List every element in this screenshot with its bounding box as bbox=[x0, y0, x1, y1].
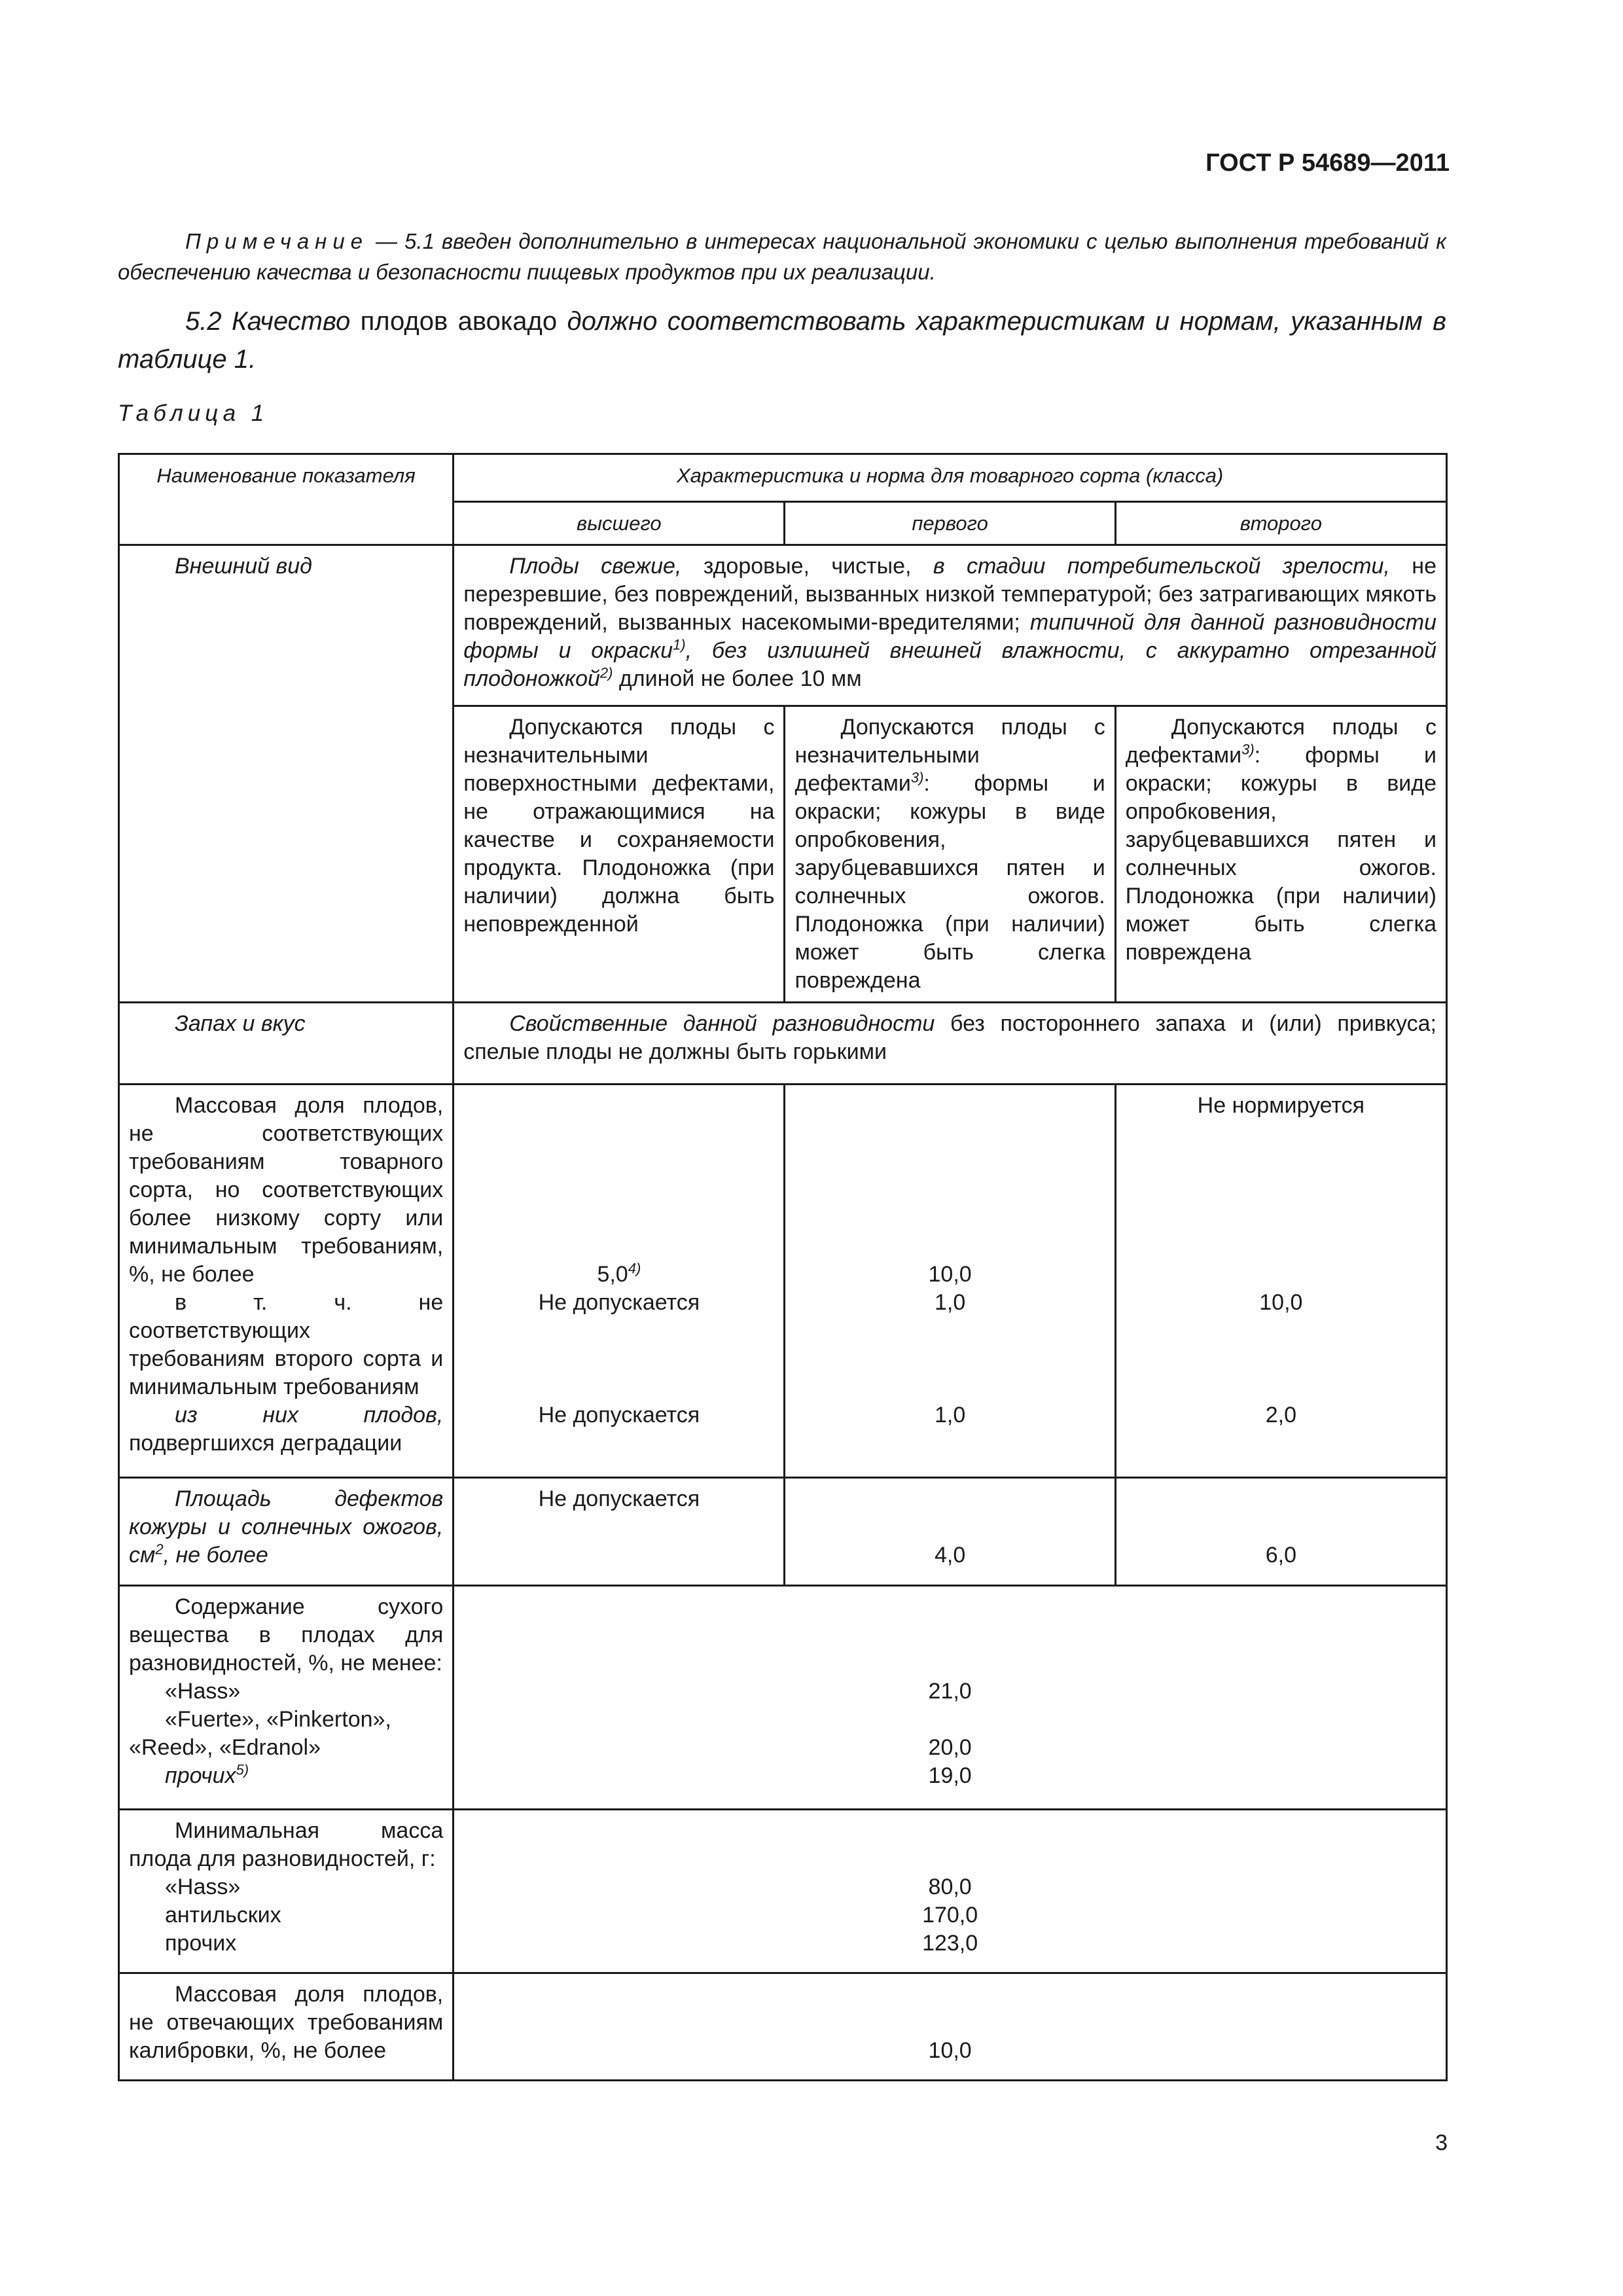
defects-highest bbox=[454, 1478, 785, 1586]
mass-share-first-1: 10,0 bbox=[928, 1262, 972, 1287]
clause-5-2 bbox=[118, 302, 1446, 378]
header-highest: высшего bbox=[454, 502, 785, 545]
mass-share-name-1: Массовая доля плодов, не соответствующих требованиям товарного сорта, но соответствующих более низкому сорту или минимальным требованиям, %, не более bbox=[129, 1093, 444, 1287]
calibration-value: 10,0 bbox=[928, 2038, 972, 2063]
defects-first-value: 4,0 bbox=[934, 1543, 966, 1568]
appearance-text-4: не перезревшие, без повреждений, вызванных низкой температурой; без затрагивающих мякоть повреждений, вызванных насекомыми-вредителями; bbox=[463, 554, 1436, 635]
min-mass-value-antilles: 170,0 bbox=[922, 1903, 978, 1928]
mass-share-second bbox=[1115, 1085, 1446, 1478]
row-appearance-name: Внешний вид bbox=[119, 545, 454, 1003]
header-second: второго bbox=[1115, 502, 1446, 545]
mass-share-first-2: 1,0 bbox=[934, 1290, 966, 1315]
smell-value bbox=[454, 1003, 1447, 1085]
appearance-first-b: : формы и окраски; кожуры в виде опробковения, зарубцевавшихся пятен и солнечных ожогов. Плодоножка (при наличии) может быть слегка повреждена bbox=[794, 771, 1105, 993]
mass-share-name-3 bbox=[129, 1401, 443, 1458]
dry-variety-hass: «Hass» bbox=[165, 1679, 241, 1704]
min-mass-variety-hass: «Hass» bbox=[165, 1874, 241, 1899]
appearance-second-a: Допускаются плоды с дефектами bbox=[1125, 715, 1436, 768]
mass-share-highest bbox=[454, 1085, 785, 1478]
appearance-text-5: типичной для данной разновидности формы и окраски bbox=[463, 610, 1436, 663]
row-smell-name: Запах и вкус bbox=[119, 1003, 454, 1085]
mass-share-first bbox=[785, 1085, 1115, 1478]
dry-value-other: 19,0 bbox=[928, 1763, 972, 1788]
appearance-highest: Допускаются плоды с незначительными поверхностными дефектами, не отражающимися на качестве и сохраняемости продукта. Плодоножка (при наличии) должна быть неповрежденной bbox=[454, 706, 785, 1003]
mass-share-highest-1-value: 5,0 bbox=[597, 1262, 628, 1287]
appearance-second bbox=[1115, 706, 1446, 1003]
table-caption: Таблица 1 bbox=[118, 401, 269, 426]
mass-share-name-2: в т. ч. не соответствующих требованиям второго сорта и минимальным требованиям bbox=[129, 1290, 444, 1399]
mass-share-name-3-rest: подвергшихся деградации bbox=[129, 1431, 402, 1456]
appearance-general bbox=[454, 545, 1447, 706]
dry-value-hass: 21,0 bbox=[928, 1679, 972, 1704]
clause-rest: должно соответствовать характеристикам и нормам, указанным в таблице 1. bbox=[118, 307, 1446, 374]
header-indicator: Наименование показателя bbox=[119, 454, 454, 545]
note-lead: Примечание bbox=[185, 229, 369, 253]
quality-table bbox=[118, 453, 1448, 2081]
smell-value-it: Свойственные данной разновидности bbox=[509, 1011, 935, 1036]
appearance-text-6: , без излишней внешней влажности, с аккуратно отрезанной плодоножкой bbox=[463, 638, 1436, 691]
appearance-text-7: длиной не более 10 мм bbox=[613, 666, 862, 691]
clause-number: 5.2 Качество bbox=[185, 307, 351, 336]
appearance-text-2: здоровые, чистые, bbox=[681, 554, 933, 579]
row-calibration-name: Массовая доля плодов, не отвечающих требованиям калибровки, %, не более bbox=[119, 1973, 454, 2081]
defects-name-a: Площадь дефектов кожуры и солнечных ожогов, см bbox=[129, 1486, 444, 1568]
clause-plain: плодов авокадо bbox=[350, 307, 567, 336]
dry-value-fuerte: 20,0 bbox=[928, 1735, 972, 1760]
mass-share-highest-2: Не допускается bbox=[538, 1290, 700, 1315]
footnote-ref-1: 1) bbox=[673, 636, 686, 653]
dry-variety-other bbox=[129, 1762, 443, 1790]
footnote-ref-3b: 3) bbox=[1241, 741, 1255, 758]
min-mass-name: Минимальная масса плода для разновидностей, г: bbox=[129, 1818, 444, 1871]
min-mass-variety-other: прочих bbox=[165, 1931, 237, 1956]
dry-matter-values bbox=[454, 1586, 1447, 1810]
note-paragraph bbox=[118, 226, 1446, 287]
header-first: первого bbox=[785, 502, 1115, 545]
dry-variety-other-label: прочих bbox=[165, 1763, 236, 1788]
appearance-first-a: Допускаются плоды с незначительными дефектами bbox=[794, 715, 1105, 796]
appearance-text-1: Плоды свежие, bbox=[509, 554, 682, 579]
footnote-ref-3a: 3) bbox=[910, 769, 924, 786]
row-min-mass-name bbox=[119, 1810, 454, 1973]
min-mass-value-hass: 80,0 bbox=[928, 1874, 972, 1899]
mass-share-highest-3: Не допускается bbox=[538, 1403, 700, 1427]
mass-share-name-3-it: из них плодов, bbox=[175, 1403, 444, 1427]
min-mass-value-other: 123,0 bbox=[922, 1931, 978, 1956]
footnote-ref-2: 2) bbox=[599, 664, 613, 681]
row-dry-matter-name bbox=[119, 1586, 454, 1810]
defects-second bbox=[1115, 1478, 1446, 1586]
calibration-value-cell bbox=[454, 1973, 1447, 2081]
defects-highest-value: Не допускается bbox=[538, 1486, 700, 1511]
footnote-ref-5: 5) bbox=[236, 1761, 249, 1778]
page-number: 3 bbox=[1435, 2130, 1448, 2155]
defects-name-b: , не более bbox=[163, 1543, 268, 1568]
appearance-first bbox=[785, 706, 1115, 1003]
note-text: — 5.1 введен дополнительно в интересах национальной экономики с целью выполнения требований к обеспечению качества и безопасности пищевых продуктов при их реализации. bbox=[118, 229, 1446, 284]
smell-value-rest: без постороннего запаха и (или) привкуса; спелые плоды не должны быть горькими bbox=[463, 1011, 1436, 1064]
defects-second-value: 6,0 bbox=[1265, 1543, 1296, 1568]
mass-share-highest-1 bbox=[463, 1261, 774, 1289]
mass-share-first-3: 1,0 bbox=[934, 1403, 966, 1427]
mass-share-second-2: 10,0 bbox=[1259, 1290, 1303, 1315]
dry-variety-reed: «Reed», «Edranol» bbox=[129, 1735, 321, 1760]
row-mass-share-name bbox=[119, 1085, 454, 1478]
header-group: Характеристика и норма для товарного сорта (класса) bbox=[454, 454, 1447, 502]
dry-matter-name: Содержание сухого вещества в плодах для разновидностей, %, не менее: bbox=[129, 1594, 444, 1676]
min-mass-variety-antilles: антильских bbox=[165, 1903, 281, 1928]
appearance-second-b: : формы и окраски; кожуры в виде опробковения, зарубцевавшихся пятен и солнечных ожогов. Плодоножка (при наличии) может быть слегка повреждена bbox=[1125, 743, 1436, 965]
mass-share-second-3: 2,0 bbox=[1265, 1403, 1296, 1427]
footnote-ref-4: 4) bbox=[628, 1260, 641, 1277]
document-code: ГОСТ Р 54689—2011 bbox=[1205, 149, 1450, 177]
min-mass-values bbox=[454, 1810, 1447, 1973]
appearance-text-3: в стадии потребительской зрелости, bbox=[933, 554, 1390, 579]
row-defects-name bbox=[119, 1478, 454, 1586]
dry-variety-fuerte: «Fuerte», «Pinkerton», bbox=[165, 1707, 391, 1732]
defects-unit-sup: 2 bbox=[155, 1541, 164, 1558]
mass-share-second-top: Не нормируется bbox=[1197, 1093, 1365, 1118]
defects-first bbox=[785, 1478, 1115, 1586]
